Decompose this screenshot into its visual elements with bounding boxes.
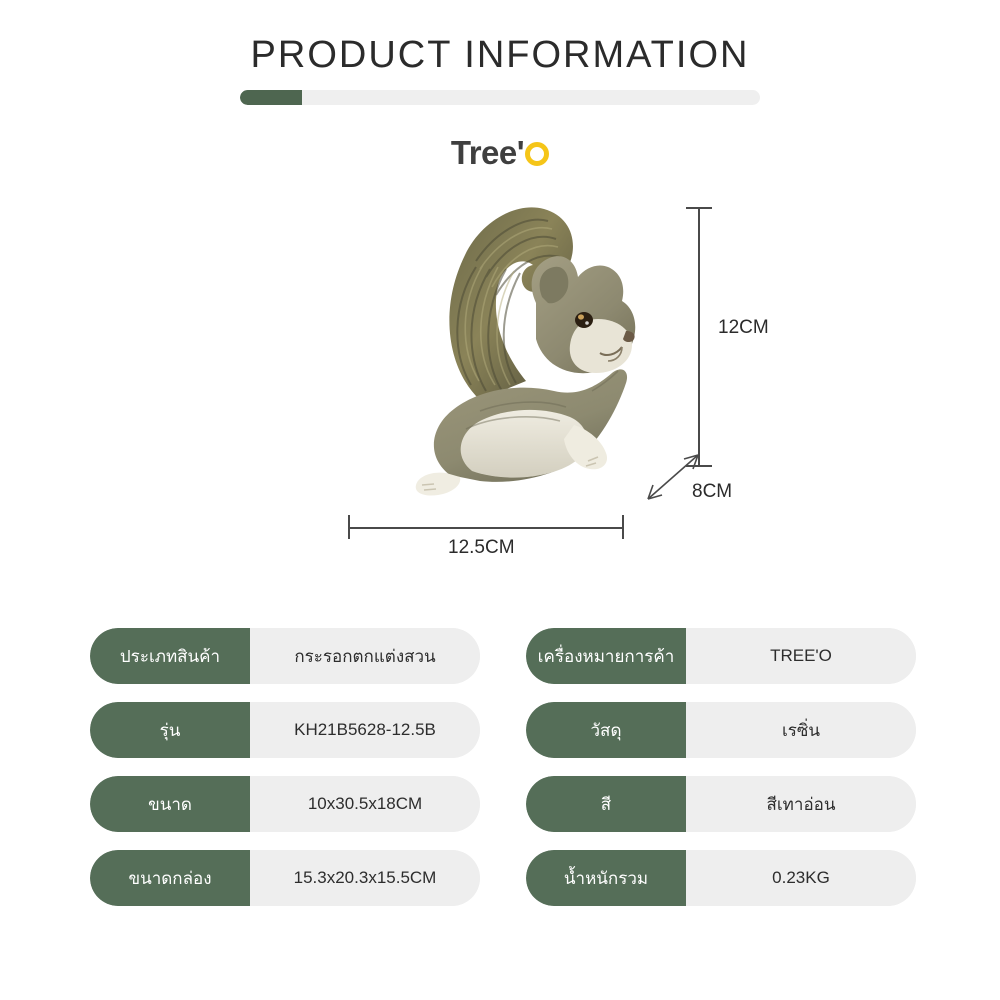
column-gap — [480, 702, 526, 758]
spec-key: ขนาด — [90, 776, 250, 832]
spec-row-trademark — [526, 628, 916, 684]
width-dimension-tick-right — [622, 515, 624, 539]
logo-text: Tree — [450, 134, 517, 171]
logo-apostrophe: ' — [516, 134, 525, 171]
page-title: PRODUCT INFORMATION — [250, 34, 750, 76]
progress-bar-track — [240, 90, 760, 105]
spec-value: 0.23KG — [686, 850, 916, 906]
width-dimension-line — [348, 527, 624, 529]
ring-o-icon — [525, 142, 549, 166]
spec-key: เครื่องหมายการค้า — [526, 628, 686, 684]
depth-dimension-label: 8CM — [692, 481, 733, 502]
spec-row-gross-weight — [526, 850, 916, 906]
width-dimension-label: 12.5CM — [448, 537, 515, 558]
height-dimension-line — [698, 207, 700, 465]
height-dimension-tick-top — [686, 207, 712, 209]
spec-key: รุ่น — [90, 702, 250, 758]
column-gap — [480, 850, 526, 906]
spec-row-product-type — [90, 628, 480, 684]
spec-key: ประเภทสินค้า — [90, 628, 250, 684]
spec-row-size — [90, 776, 480, 832]
spec-key: ขนาดกล่อง — [90, 850, 250, 906]
spec-value: กระรอกตกแต่งสวน — [250, 628, 480, 684]
squirrel-figurine-image — [330, 185, 670, 515]
spec-row-material — [526, 702, 916, 758]
spec-key: น้ำหนักรวม — [526, 850, 686, 906]
width-dimension-tick-left — [348, 515, 350, 539]
spec-value: 15.3x20.3x15.5CM — [250, 850, 480, 906]
specifications-table — [90, 628, 916, 906]
spec-value: TREE'O — [686, 628, 916, 684]
product-image-figure — [330, 185, 769, 565]
spec-value: KH21B5628-12.5B — [250, 702, 480, 758]
column-gap — [480, 776, 526, 832]
spec-value: เรซิ่น — [686, 702, 916, 758]
spec-value: สีเทาอ่อน — [686, 776, 916, 832]
spec-key: วัสดุ — [526, 702, 686, 758]
spec-row-box-size — [90, 850, 480, 906]
spec-key: สี — [526, 776, 686, 832]
height-dimension-label: 12CM — [718, 317, 769, 338]
brand-logo — [0, 134, 1000, 178]
spec-value: 10x30.5x18CM — [250, 776, 480, 832]
column-gap — [480, 628, 526, 684]
progress-bar-fill — [240, 90, 302, 105]
spec-row-model — [90, 702, 480, 758]
spec-row-color — [526, 776, 916, 832]
